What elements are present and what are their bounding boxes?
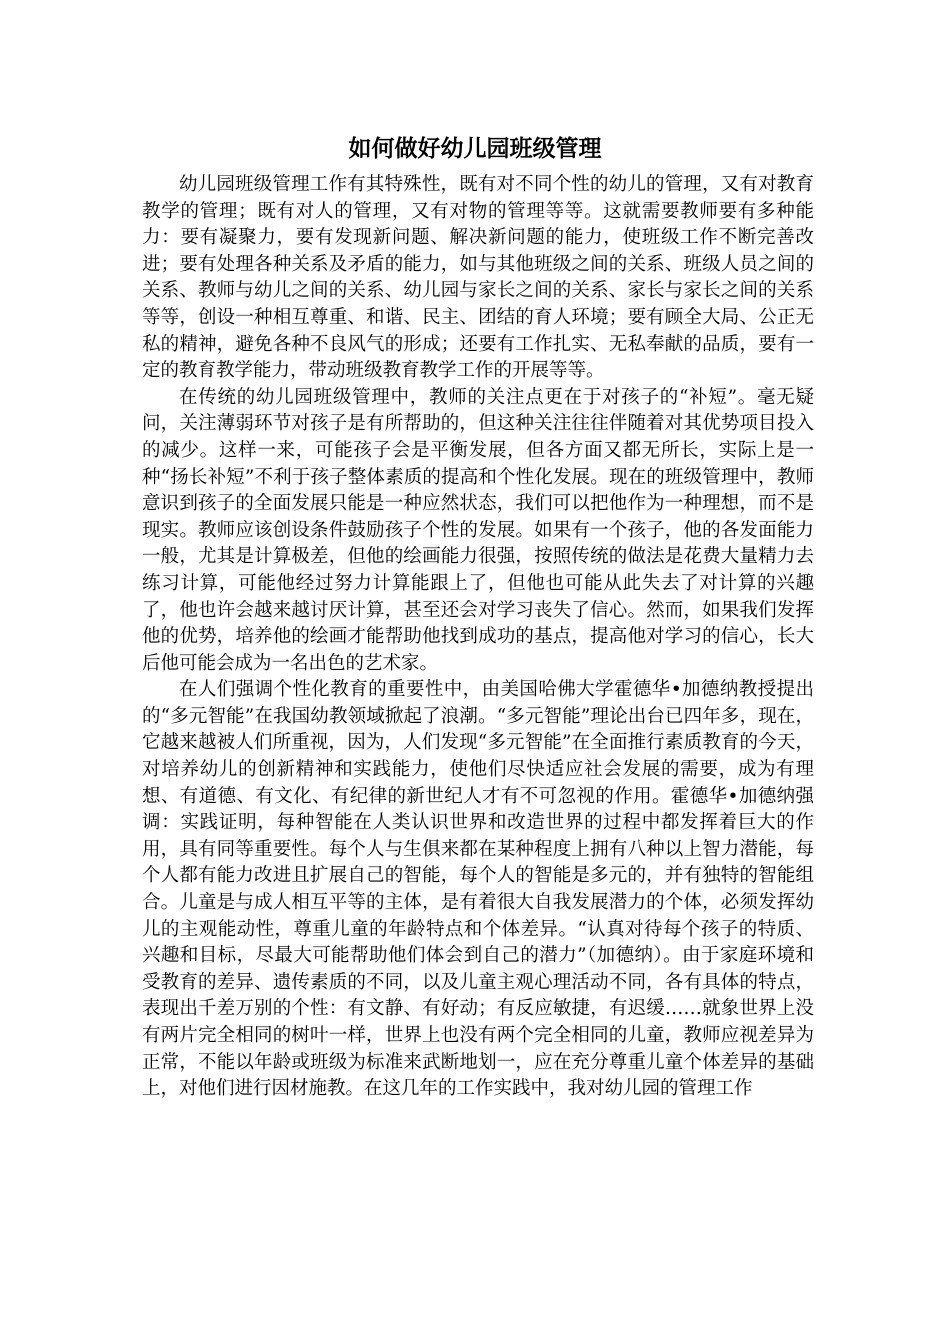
paragraph: 在传统的幼儿园班级管理中，教师的关注点更在于对孩子的“补短”。毫无疑问，关注薄弱环节对孩子是有所帮助的，但这种关注往往伴随着对其优势项目投入的减少。这样一来，可能孩子会是平衡发展，但各方面又都无所长，实际上是一种“扬长补短”不利于孩子整体素质的提高和个性化发展。现在的班级管理中，教师意识到孩子的全面发展只能是一种应然状态，我们可以把他作为一种理想，而不是现实。教师应该创设条件鼓励孩子个性的发展。如果有一个孩子，他的各发面能力一般，尤其是计算极差，但他的绘画能力很强，按照传统的做法是花费大量精力去练习计算，可能他经过努力计算能跟上了，但他也可能从此失去了对计算的兴趣了，他也许会越来越讨厌计算，甚至还会对学习丧失了信心。然而，如果我们发挥他的优势，培养他的绘画才能帮助他找到成功的基点，提高他对学习的信心，长大后他可能会成为一名出色的艺术家。 bbox=[142, 386, 814, 674]
paragraph: 幼儿园班级管理工作有其特殊性，既有对不同个性的幼儿的管理，又有对教育教学的管理；既有对人的管理，又有对物的管理等等。这就需要教师要有多种能力：要有凝聚力，要有发现新问题、解决新问题的能力，使班级工作不断完善改进；要有处理各种关系及矛盾的能力，如与其他班级之间的关系、班级人员之间的关系、教师与幼儿之间的关系、幼儿园与家长之间的关系、家长与家长之间的关系等等，创设一种相互尊重、和谐、民主、团结的育人环境；要有顾全大局、公正无私的精神，避免各种不良风气的形成；还要有工作扎实、无私奉献的品质，要有一定的教育教学能力，带动班级教育教学工作的开展等等。 bbox=[142, 174, 814, 382]
paragraph: 在人们强调个性化教育的重要性中，由美国哈佛大学霍德华•加德纳教授提出的“多元智能”在我国幼教领域掀起了浪潮。“多元智能”理论出台已四年多，现在，它越来越被人们所重视，因为，人们发现“多元智能”在全面推行素质教育的今天，对培养幼儿的创新精神和实践能力，使他们尽快适应社会发展的需要，成为有理想、有道德、有文化、有纪律的新世纪人才有不可忽视的作用。霍德华•加德纳强调：实践证明，每种智能在人类认识世界和改造世界的过程中都发挥着巨大的作用，具有同等重要性。每个人与生俱来都在某种程度上拥有八种以上智力潜能，每个人都有能力改进且扩展自己的智能，每个人的智能是多元的，并有独特的智能组合。儿童是与成人相互平等的主体，是有着很大自我发展潜力的个体，必须发挥幼儿的主观能动性，尊重儿童的年龄特点和个体差异。“认真对待每个孩子的特质、兴趣和目标，尽最大可能帮助他们体会到自己的潜力”（加德纳）。由于家庭环境和受教育的差异、遗传素质的不同，以及儿童主观心理活动不同，各有具体的特点，表现出千差万别的个性：有文静、有好动；有反应敏捷，有迟缓……就象世界上没有两片完全相同的树叶一样，世界上也没有两个完全相同的儿童，教师应视差异为正常，不能以年龄或班级为标准来武断地划一，应在充分尊重儿童个体差异的基础上，对他们进行因材施教。在这几年的工作实践中，我对幼儿园的管理工作 bbox=[142, 679, 814, 1100]
document-title: 如何做好幼儿园班级管理 bbox=[348, 136, 602, 162]
document-body bbox=[142, 172, 814, 1103]
